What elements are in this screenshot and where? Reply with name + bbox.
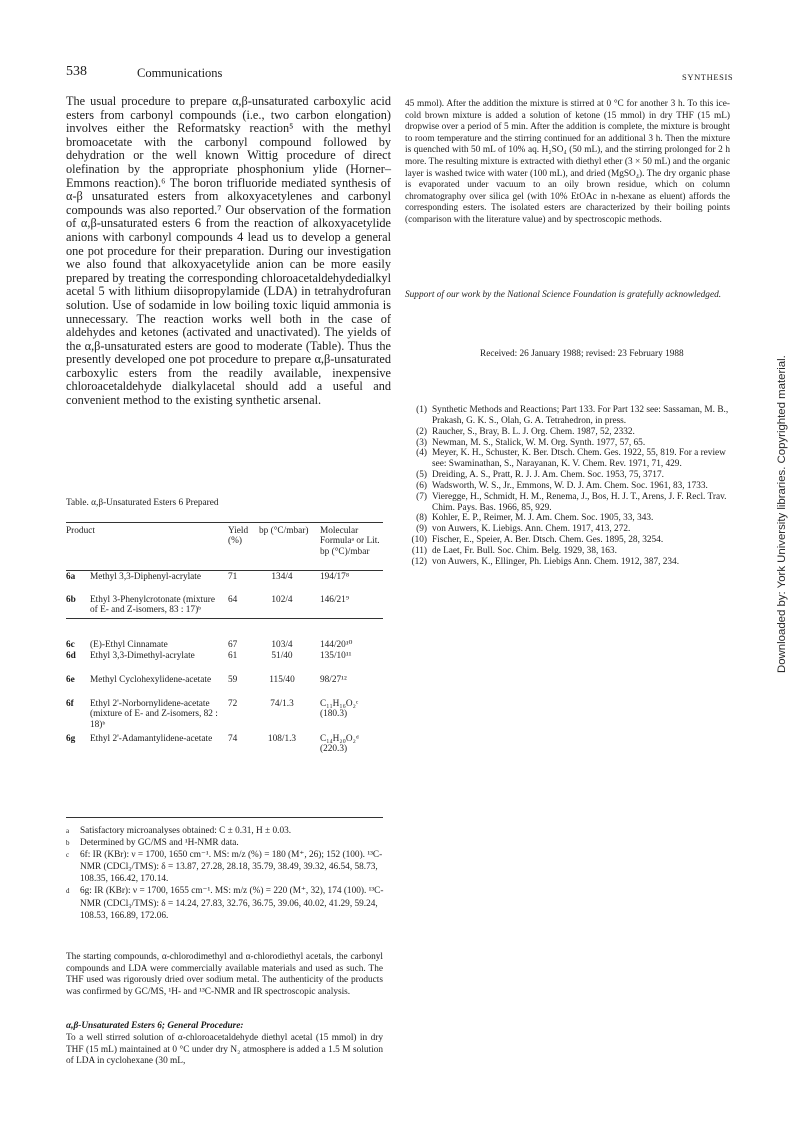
page-number: 538 <box>66 64 87 79</box>
footnote-mark: c <box>66 851 70 860</box>
row-product: Ethyl 3,3-Dimethyl-acrylate <box>90 651 195 661</box>
reference-item <box>405 524 730 535</box>
reference-number: (6) <box>416 480 427 491</box>
row-formula: C₁₁H₁₆O₂ᶜ (180.3) <box>320 699 359 720</box>
table-row <box>66 675 383 699</box>
row-formula: C₁₄H₂₀O₂ᵈ (220.3) <box>320 734 359 755</box>
header-bp: bp (°C/mbar) <box>259 526 309 536</box>
reference-item <box>405 513 730 524</box>
table-footnotes <box>66 825 384 922</box>
reference-item <box>405 535 730 546</box>
row-yield: 72 <box>228 699 238 709</box>
reference-number: (2) <box>416 426 427 437</box>
reference-text: Dreiding, A. S., Pratt, R. J. J. Am. Chem. Soc. 1953, 75, 3717. <box>432 470 664 481</box>
row-formula: 146/21⁹ <box>320 595 350 605</box>
esters-table <box>66 524 383 761</box>
row-yield: 59 <box>228 675 238 685</box>
reference-number: (5) <box>416 470 427 481</box>
reference-text: Wadsworth, W. S., Jr., Emmons, W. D. J. Am. Chem. Soc. 1961, 83, 1733. <box>432 480 708 491</box>
header-formula: Molecular Formulaᵃ or Lit. bp (°C)/mbar <box>320 526 380 557</box>
footnote-text: 6f: IR (KBr): ν = 1700, 1650 cm⁻¹. MS: m/z (%) = 180 (M⁺, 26); 152 (100). ¹³C-NMR (CDCl₃/TMS): δ = 13.87, 27.28, 28.18, 35.79, 38.49, 39.32, 46.54, 58.73, 108.35, 166.42, 170.14. <box>80 850 383 885</box>
table-row <box>66 699 383 734</box>
reference-number: (10) <box>411 535 427 546</box>
procedure-paragraph: To a well stirred solution of α-chloroacetaldehyde diethyl acetal (15 mmol) in dry THF (15 mL) maintained at 0 °C under dry N₂ atmosphere is added a 1.5 M solution of LDA in cyclohexane (30 mL, <box>66 1033 383 1067</box>
reference-text: von Auwers, K., Ellinger, Ph. Liebigs Ann. Chem. 1912, 387, 234. <box>432 556 680 567</box>
reference-number: (11) <box>411 545 427 556</box>
row-bp: 108/1.3 <box>267 734 297 744</box>
table-header <box>66 524 383 572</box>
row-formula: 135/10¹¹ <box>320 651 352 661</box>
reference-number: (9) <box>416 524 427 535</box>
reference-number: (8) <box>416 513 427 524</box>
row-formula: 194/17⁸ <box>320 572 350 582</box>
row-product: Methyl 3,3-Diphenyl-acrylate <box>90 572 202 582</box>
row-product: Ethyl 3-Phenylcrotonate (mixture of E- and Z-isomers, 83 : 17)ᵇ <box>90 595 215 616</box>
row-id: 6f <box>66 699 74 709</box>
table-bottom-rule <box>66 817 383 818</box>
row-id: 6b <box>66 595 76 605</box>
reference-item <box>405 405 730 427</box>
reference-number: (7) <box>416 491 427 502</box>
row-bp: 74/1.3 <box>270 699 294 709</box>
reference-text: de Laet, Fr. Bull. Soc. Chim. Belg. 1929, 38, 163. <box>432 545 617 556</box>
reference-item <box>405 481 730 492</box>
procedure-heading: α,β-Unsaturated Esters 6; General Procedure: <box>66 1021 244 1031</box>
row-bp: 115/40 <box>269 675 295 685</box>
footnote <box>66 885 384 921</box>
table-caption: Table. α,β-Unsaturated Esters 6 Prepared <box>66 498 219 508</box>
reference-number: (12) <box>411 556 427 567</box>
footnote-text: Satisfactory microanalyses obtained: C ± 0.31, H ± 0.03. <box>80 826 292 836</box>
reference-text: Meyer, K. H., Schuster, K. Ber. Dtsch. Chem. Ges. 1922, 55, 819. For a review see: Swaminathan, S., Narayanan, K. V. Chem. Rev. 1971, 71, 429. <box>432 448 726 470</box>
watermark-text: Downloaded by: York University libraries. Copyrighted material. <box>776 355 788 673</box>
footnote-text: Determined by GC/MS and ¹H-NMR data. <box>80 838 239 849</box>
table-row <box>66 640 383 651</box>
row-product: Methyl Cyclohexylidene-acetate <box>90 675 212 685</box>
row-bp: 102/4 <box>271 595 293 605</box>
row-bp: 134/4 <box>271 572 293 582</box>
reference-item <box>405 492 730 514</box>
table-header-rule <box>66 618 383 619</box>
row-yield: 61 <box>228 651 238 661</box>
section-title: Communications <box>137 66 223 80</box>
reference-item <box>405 557 730 568</box>
row-yield: 64 <box>228 595 238 605</box>
reference-item <box>405 448 730 470</box>
reference-text: Fischer, E., Speier, A. Ber. Dtsch. Chem. Ges. 1895, 28, 3254. <box>432 535 664 546</box>
watermark-svg <box>774 343 788 673</box>
materials-paragraph: The starting compounds, α-chlorodimethyl and α-chlorodiethyl acetals, the carbonyl compounds and LDA were commercially available materials and used as such. The THF used was rigorously dried over sodium metal. The authenticity of the products was confirmed by GC/MS, ¹H- and ¹³C-NMR and IR spectroscopic analysis. <box>66 952 383 997</box>
footnote-mark: d <box>66 887 70 896</box>
row-yield: 74 <box>228 734 238 744</box>
row-id: 6e <box>66 675 75 685</box>
reference-number: (4) <box>416 448 427 459</box>
reference-item <box>405 546 730 557</box>
footnote <box>66 849 384 885</box>
row-id: 6a <box>66 572 76 582</box>
row-formula: 144/20¹⁰ <box>320 640 353 650</box>
acknowledgement: Support of our work by the National Science Foundation is gratefully acknowledged. <box>405 290 722 300</box>
reference-text: von Auwers, K. Liebigs. Ann. Chem. 1917, 413, 272. <box>432 524 631 535</box>
footnote-text: 6g: IR (KBr): ν = 1700, 1655 cm⁻¹. MS: m/z (%) = 220 (M⁺, 32), 174 (100). ¹³C-NMR (CDCl₃/TMS): δ = 14.24, 27.83, 32.76, 36.75, 39.06, 40.02, 41.29, 59.24, 108.53, 166.89, 172.06. <box>80 886 384 921</box>
footnote <box>66 837 384 849</box>
reference-text: Kohler, E. P., Reimer, M. J. Am. Chem. Soc. 1905, 33, 343. <box>432 513 654 524</box>
row-product: Ethyl 2'-Norbornylidene-acetate (mixture of E- and Z-isomers, 82 : 18)ᵇ <box>90 699 218 730</box>
intro-paragraph: The usual procedure to prepare α,β-unsaturated carboxylic acid esters from carbonyl compounds (i.e., two carbon elongation) involves either the Reformatsky reaction⁵ with the methyl bromoacetate with the carbonyl compound followed by dehydration or the well known Wittig procedure of direct olefination by the appropriate phosphonium ylide (Horner–Emmons reaction).⁶ The boron trifluoride mediated synthesis of α-β unsaturated esters from alkoxyacetylenes and carbonyl compounds was also reported.⁷ Our observation of the formation of α,β-unsaturated esters 6 from the reaction of alkoxyacetylide anions with carbonyl compounds 4 lead us to develop a general one pot procedure for their preparation. During our investigation we also found that alkoxyacetylide anion can be more easily prepared by treating the corresponding chloroacetaldehydedialkyl acetal 5 with lithium diisopropylamide (LDA) in tetrahydrofuran solution. Use of sodamide in low boiling toxic liquid ammonia is unnecessary. The reaction works well both in the case of aldehydes and ketones (activated and unactivated). The yields of the α,β-unsaturated esters are good to moderate (Table). Thus the presently developed one pot procedure to prepare α,β-unsaturated carboxylic esters from the readily available, inexpensive chloroacetaldehyde dialkylacetal should add a useful and convenient method to the existing synthetic arsenal. <box>66 94 391 408</box>
table-header-rule-2 <box>66 570 383 571</box>
footnote-mark: b <box>66 839 70 848</box>
table-row <box>66 572 383 595</box>
row-id: 6g <box>66 734 76 744</box>
download-watermark <box>774 343 788 673</box>
procedure-continued: 45 mmol). After the addition the mixture is stirred at 0 °C for another 3 h. To this ice-cold brown mixture is added a solution of ketone (15 mmol) in dry THF (15 mL) dropwise over a period of 5 min. After the addition is complete, the mixture is brought to room temperature and the stirring continued for an additional 3 h. Then the mixture is quenched with 50 mL of 10% aq. H₂SO₄ (50 mL), and the stirring prolonged for 2 h more. The resulting mixture is extracted with diethyl ether (3 × 50 mL) and the organic layer is washed twice with water (100 mL), and dried (MgSO₄). The dry organic phase is evaporated under vacuum to an oily brown residue, which on column chromatography over silica gel (with 10% EtOAc in n-hexane as eluent) affords the corresponding esters. The isolated esters are characterized by their boiling points (comparison with the literature value) and by spectroscopic methods. <box>405 99 730 225</box>
table-row <box>66 734 383 761</box>
row-yield: 67 <box>228 640 238 650</box>
footnote <box>66 825 384 837</box>
reference-number: (3) <box>416 437 427 448</box>
row-yield: 71 <box>228 572 238 582</box>
reference-item <box>405 470 730 481</box>
footnote-mark: a <box>66 827 70 835</box>
row-id: 6d <box>66 651 76 661</box>
reference-number: (1) <box>416 405 427 415</box>
reference-text: Raucher, S., Bray, B. L. J. Org. Chem. 1987, 52, 2332. <box>432 426 635 437</box>
reference-item <box>405 438 730 449</box>
reference-text: Newman, M. S., Stalick, W. M. Org. Synth. 1977, 57, 65. <box>432 437 646 448</box>
header-yield: Yield (%) <box>228 526 249 547</box>
received-dates: Received: 26 January 1988; revised: 23 February 1988 <box>480 349 684 359</box>
row-formula: 98/27¹² <box>320 675 347 685</box>
header-product: Product <box>66 526 95 536</box>
journal-name: SYNTHESIS <box>682 72 734 82</box>
row-id: 6c <box>66 640 75 650</box>
row-product: (E)-Ethyl Cinnamate <box>90 640 168 650</box>
reference-text: Synthetic Methods and Reactions; Part 133. For Part 132 see: Sassaman, M. B., Prakash, G. K. S., Olah, G. A. Tetrahedron, in press. <box>432 405 729 426</box>
row-bp: 103/4 <box>271 640 293 650</box>
table-top-rule <box>66 522 383 523</box>
reference-item <box>405 427 730 438</box>
reference-text: Vieregge, H., Schmidt, H. M., Renema, J., Bos, H. J. T., Arens, J. F. Recl. Trav. Chim. Pays. Bas. 1966, 85, 929. <box>432 491 727 513</box>
row-product: Ethyl 2'-Adamantylidene-acetate <box>90 734 213 744</box>
row-bp: 51/40 <box>271 651 293 661</box>
table-row <box>66 651 383 675</box>
references-list <box>405 405 730 568</box>
